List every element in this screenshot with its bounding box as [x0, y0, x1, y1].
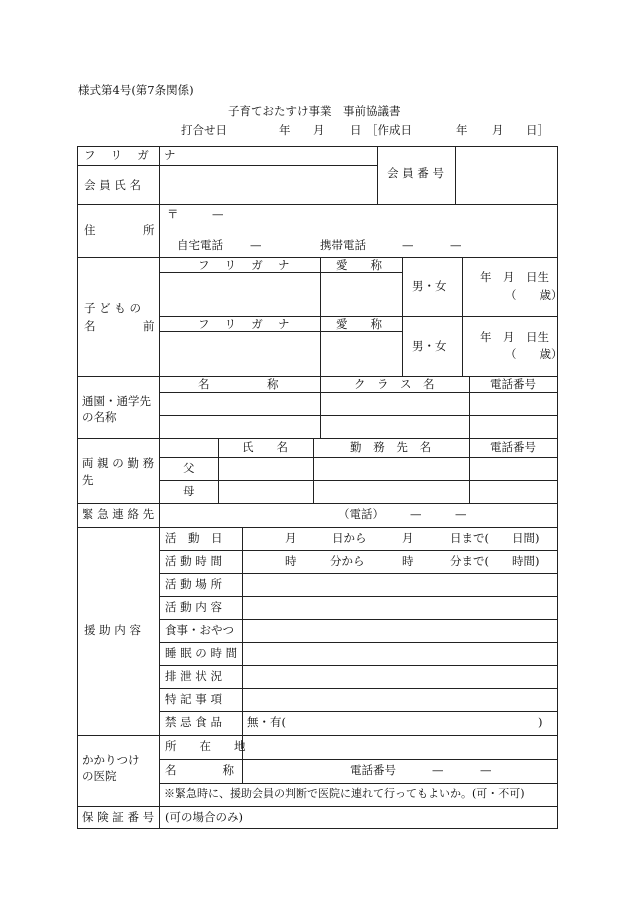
meeting-date-year: 年 — [279, 123, 291, 137]
postal-mark: 〒 — [167, 207, 179, 221]
parents-label-1: 両 親 の 勤 務 — [82, 456, 155, 470]
parents-workplace-header: 勤 務 先 名 — [350, 440, 436, 454]
support-row-meals: 食事・おやつ — [165, 623, 234, 637]
child1-name-field[interactable] — [160, 273, 320, 316]
child2-name-field[interactable] — [160, 332, 320, 376]
father-label: 父 — [183, 461, 195, 475]
child2-birth: 年 月 日生 — [480, 330, 549, 344]
member-furigana-label: フ リ ガ ナ — [84, 148, 182, 162]
support-row-sleep: 睡 眠 の 時 間 — [165, 646, 238, 660]
school-name-header: 名 称 — [198, 377, 279, 391]
clinic-label-2: の医院 — [82, 769, 117, 783]
creation-date-day: 日］ — [526, 123, 549, 137]
creation-date-year: 年 — [456, 123, 468, 137]
activity-day-until: 日まで( — [450, 531, 489, 545]
home-phone-label: 自宅電話 — [177, 238, 223, 252]
clinic-phone-dash-1: — — [432, 763, 444, 777]
activity-time-until: 分まで( — [450, 554, 489, 568]
postal-dash: — — [212, 207, 224, 221]
child1-nickname-field[interactable] — [321, 273, 402, 316]
parents-name-header: 氏 名 — [242, 440, 288, 454]
insurance-label: 保 険 証 番 号 — [82, 810, 155, 824]
child1-gender[interactable]: 男・女 — [412, 279, 447, 293]
emergency-label: 緊 急 連 絡 先 — [82, 507, 155, 521]
activity-day-count: 日間) — [512, 531, 540, 545]
emergency-dash-1: — — [410, 507, 422, 521]
meeting-date-label: 打合せ日 — [181, 123, 227, 137]
meeting-date-day: 日 — [350, 123, 362, 137]
member-number-field[interactable] — [456, 147, 557, 204]
support-row-special-notes: 特 記 事 項 — [165, 692, 222, 706]
forbidden-food-choice[interactable]: 無・有( — [247, 715, 286, 729]
child2-gender[interactable]: 男・女 — [412, 339, 447, 353]
mother-label: 母 — [183, 484, 195, 498]
emergency-field[interactable] — [160, 504, 336, 527]
school-phone-header: 電話番号 — [490, 377, 536, 391]
child-label-3: 前 — [143, 319, 155, 333]
activity-day-month: 月 — [285, 531, 297, 545]
school-name-field-2[interactable] — [160, 416, 320, 438]
child2-nickname-label: 愛 称 — [336, 317, 382, 331]
emergency-phone-label: （電話） — [338, 507, 384, 521]
form-number: 様式第4号(第7条関係) — [78, 83, 194, 97]
form-table — [77, 146, 558, 829]
member-furigana-field[interactable] — [160, 147, 376, 165]
support-row-activity-day: 活 動 日 — [165, 531, 223, 545]
activity-day-from: 日から — [332, 531, 367, 545]
school-label-1: 通園・通学先 — [82, 394, 151, 408]
activity-day-month2: 月 — [402, 531, 414, 545]
clinic-phone-label: 電話番号 — [350, 763, 396, 777]
clinic-address-label: 所 在 地 — [165, 739, 246, 753]
address-label-1: 住 — [84, 223, 96, 237]
emergency-dash-2: — — [455, 507, 467, 521]
clinic-phone-dash-2: — — [480, 763, 492, 777]
support-row-activity-place: 活 動 場 所 — [165, 577, 222, 591]
clinic-name-label: 名 称 — [165, 763, 234, 777]
parents-label-2: 先 — [82, 473, 94, 487]
school-name-field-1[interactable] — [160, 393, 320, 415]
school-class-header: ク ラ ス 名 — [354, 377, 435, 391]
child1-birth: 年 月 日生 — [480, 270, 549, 284]
school-label-2: の名称 — [82, 410, 117, 424]
support-row-activity-content: 活 動 内 容 — [165, 600, 222, 614]
activity-time-hour2: 時 — [402, 554, 414, 568]
creation-date-month: 月 — [492, 123, 504, 137]
meeting-date-month: 月 — [313, 123, 325, 137]
mobile-phone-dash-1: — — [402, 238, 414, 252]
child-label-2: 名 — [84, 319, 96, 333]
support-row-forbidden-food: 禁 忌 食 品 — [165, 715, 222, 729]
member-name-field[interactable] — [160, 166, 376, 204]
member-number-label: 会 員 番 号 — [387, 166, 444, 180]
support-label: 援 助 内 容 — [84, 623, 141, 637]
creation-date-label: ［作成日 — [366, 123, 412, 137]
support-row-excretion: 排 泄 状 況 — [165, 669, 222, 683]
child1-furigana-label: フ リ ガ ナ — [198, 258, 296, 272]
clinic-note: ※緊急時に、援助会員の判断で医院に連れて行ってもよいか。(可・不可) — [164, 787, 525, 800]
member-name-label: 会 員 氏 名 — [84, 178, 141, 192]
child2-nickname-field[interactable] — [321, 332, 402, 376]
address-label-2: 所 — [143, 223, 155, 237]
activity-time-hour: 時 — [285, 554, 297, 568]
activity-time-from: 分から — [330, 554, 365, 568]
child1-age: （ 歳） — [505, 288, 563, 302]
mobile-phone-dash-2: — — [450, 238, 462, 252]
parents-phone-header: 電話番号 — [490, 440, 536, 454]
mobile-phone-label: 携帯電話 — [320, 238, 366, 252]
activity-time-count: 時間) — [512, 554, 540, 568]
child-label-1: 子 ど も の — [84, 301, 141, 315]
address-field[interactable] — [160, 205, 557, 235]
clinic-label-1: かかりつけ — [82, 753, 140, 767]
support-row-activity-time: 活 動 時 間 — [165, 554, 222, 568]
child1-nickname-label: 愛 称 — [336, 258, 382, 272]
insurance-note: (可の場合のみ) — [165, 810, 243, 824]
child2-furigana-label: フ リ ガ ナ — [198, 317, 296, 331]
forbidden-food-close: ) — [538, 715, 543, 729]
child2-age: （ 歳） — [505, 347, 563, 361]
home-phone-dash: — — [250, 238, 262, 252]
document-title: 子育ておたすけ事業 事前協議書 — [228, 104, 401, 118]
label-column-divider — [159, 146, 160, 829]
